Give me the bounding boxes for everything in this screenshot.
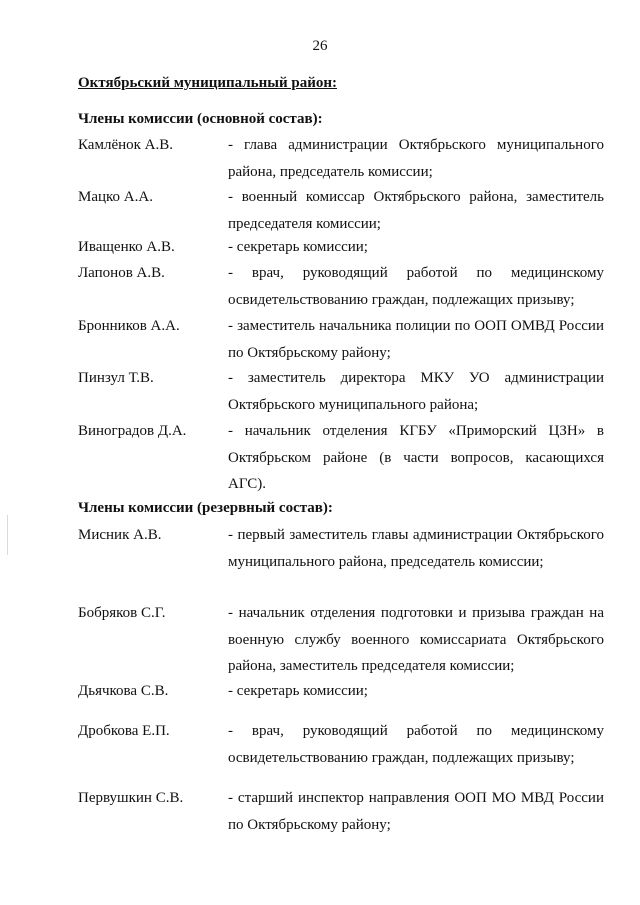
member-role: - первый заместитель главы администрации Октябрьского муниципального района, председатель комиссии; (228, 527, 604, 570)
member-name: Мацко А.А. (78, 189, 153, 205)
member-role: - военный комиссар Октябрьского района, заместитель председателя комиссии; (228, 189, 604, 232)
member-role: - секретарь комиссии; (228, 683, 368, 699)
member-name: Лапонов А.В. (78, 265, 165, 281)
member-name: Камлёнок А.В. (78, 137, 174, 153)
member-role: - старший инспектор направления ООП МО МВД России по Октябрьскому району; (228, 790, 604, 833)
member-name: Виноградов Д.А. (78, 423, 187, 439)
member-role: - секретарь комиссии; (228, 239, 368, 255)
member-name: Бобряков С.Г. (78, 605, 166, 621)
member-name: Мисник А.В. (78, 527, 162, 543)
member-name: Иващенко А.В. (78, 239, 175, 255)
member-name: Бронников А.А. (78, 318, 180, 334)
member-name: Дробкова Е.П. (78, 723, 170, 739)
member-role: - начальник отделения КГБУ «Приморский ЦЗН» в Октябрьском районе (в части вопросов, касающихся АГС). (228, 423, 604, 492)
member-role: - врач, руководящий работой по медицинскому освидетельствованию граждан, подлежащих призыву; (228, 723, 604, 766)
member-role: - врач, руководящий работой по медицинскому освидетельствованию граждан, подлежащих призыву; (228, 265, 604, 308)
main-members-title: Члены комиссии (основной состав): (78, 111, 323, 127)
reserve-members-title: Члены комиссии (резервный состав): (78, 500, 333, 516)
member-name: Пинзул Т.В. (78, 370, 154, 386)
member-role: - глава администрации Октябрьского муниципального района, председатель комиссии; (228, 137, 604, 180)
member-role: - заместитель директора МКУ УО администрации Октябрьского муниципального района; (228, 370, 604, 413)
member-name: Дьячкова С.В. (78, 683, 169, 699)
member-name: Первушкин С.В. (78, 790, 184, 806)
member-role: - начальник отделения подготовки и призыва граждан на военную службу военного комиссариата Октябрьского района, заместитель председателя комиссии; (228, 605, 604, 674)
district-title: Октябрьский муниципальный район: (78, 75, 337, 91)
page-number: 26 (312, 38, 328, 54)
member-role: - заместитель начальника полиции по ООП ОМВД России по Октябрьскому району; (228, 318, 604, 361)
scan-margin-mark (7, 515, 8, 555)
